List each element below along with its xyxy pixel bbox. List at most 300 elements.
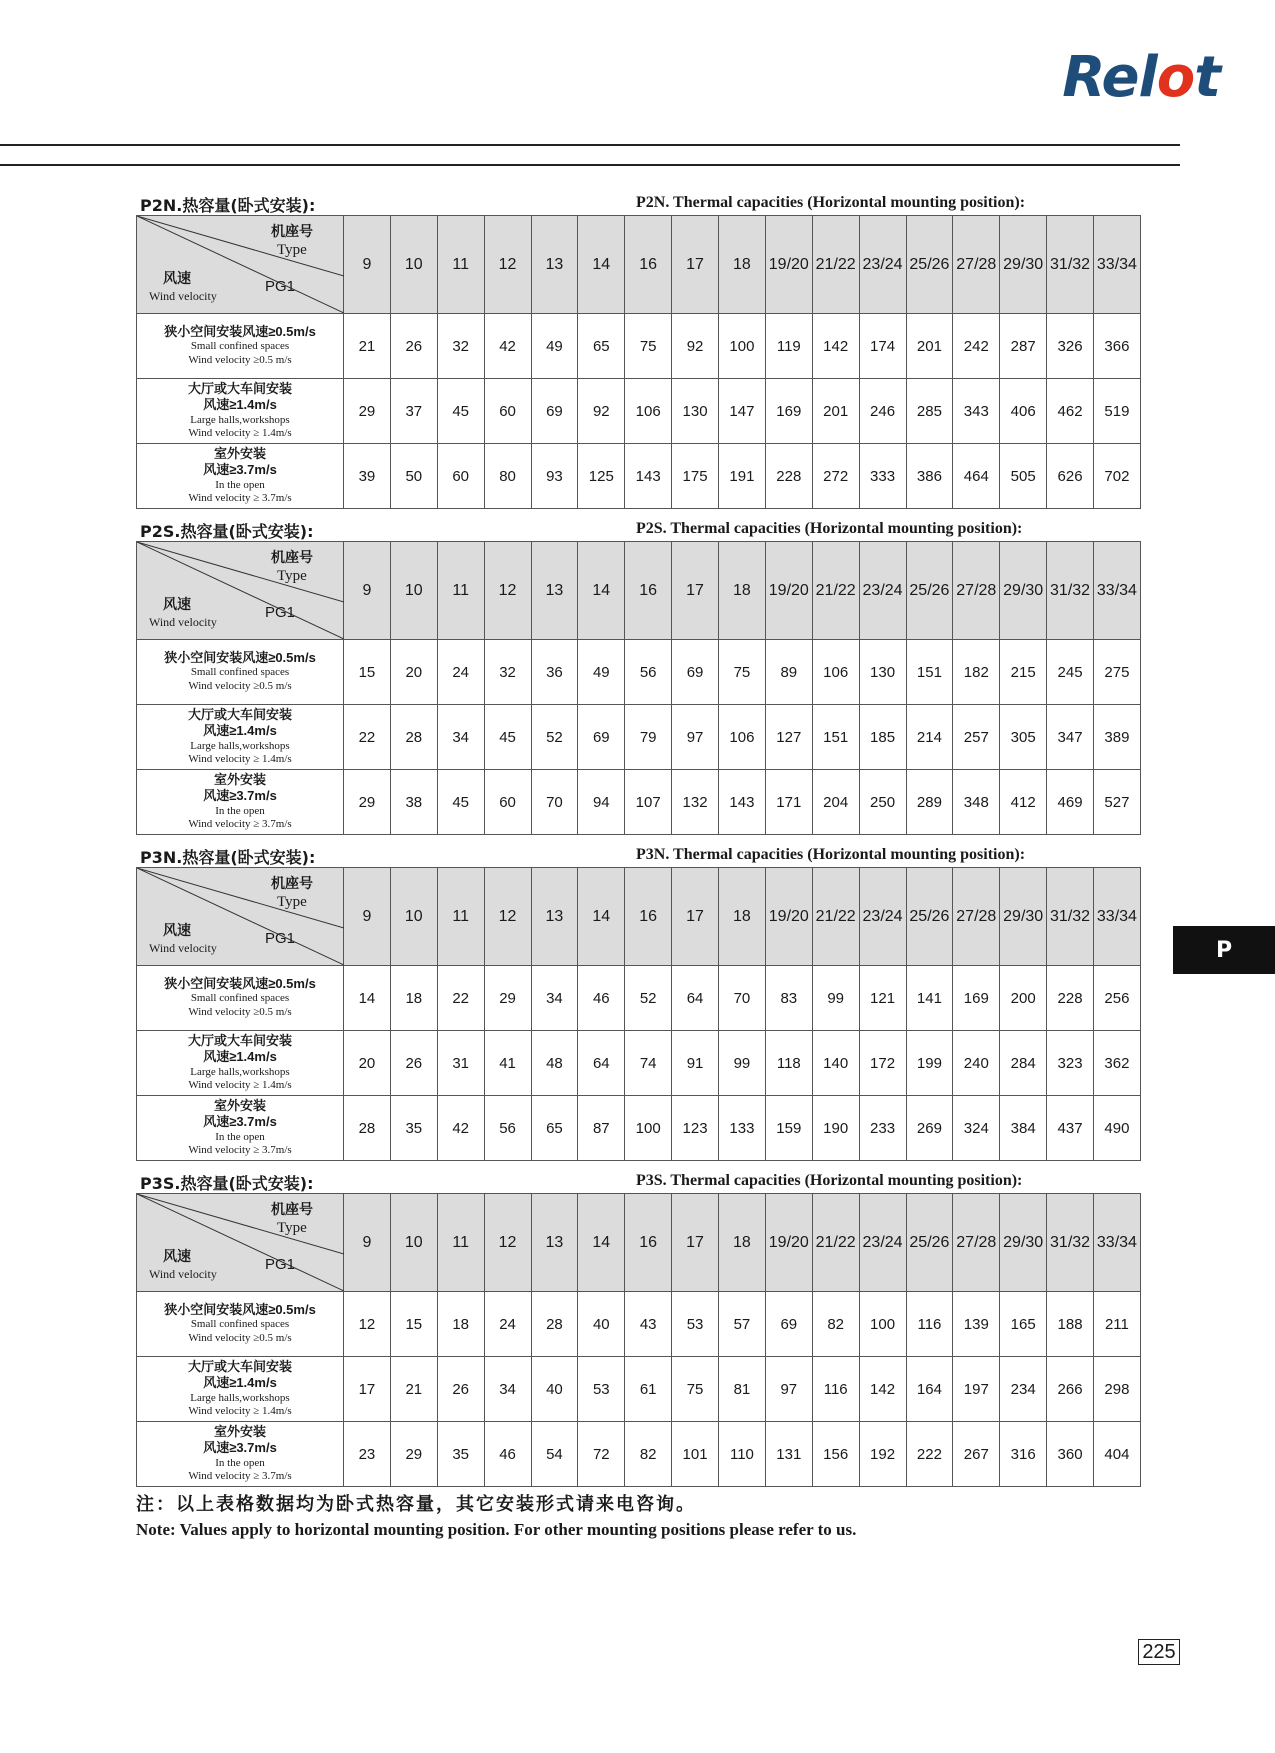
section-title-cn: P3S.热容量(卧式安装): — [140, 1174, 314, 1193]
type-label-en: Type — [277, 568, 307, 584]
column-header: 13 — [531, 1194, 578, 1292]
column-header: 18 — [719, 542, 766, 640]
column-header: 14 — [578, 1194, 625, 1292]
table-cell: 21 — [344, 314, 391, 379]
row-label — [137, 314, 344, 379]
wind-label-cn: 风速 — [163, 596, 191, 612]
table-cell: 200 — [1000, 966, 1047, 1031]
row-label-en2: Wind velocity ≥ 1.4m/s — [188, 427, 292, 440]
table-cell: 83 — [765, 966, 812, 1031]
column-header: 10 — [390, 868, 437, 966]
row-label — [137, 770, 344, 835]
table-cell: 437 — [1047, 1096, 1094, 1161]
table-cell: 165 — [1000, 1292, 1047, 1357]
table-cell: 32 — [437, 314, 484, 379]
row-label — [137, 1292, 344, 1357]
capacity-table — [136, 1193, 1141, 1487]
table-cell: 80 — [484, 444, 531, 509]
table-cell: 139 — [953, 1292, 1000, 1357]
column-header: 17 — [672, 542, 719, 640]
column-header: 29/30 — [1000, 216, 1047, 314]
column-header: 11 — [437, 216, 484, 314]
table-cell: 36 — [531, 640, 578, 705]
footnote-cn: 注：以上表格数据均为卧式热容量，其它安装形式请来电咨询。 — [136, 1494, 696, 1515]
column-header: 23/24 — [859, 868, 906, 966]
table-cell: 172 — [859, 1031, 906, 1096]
table-cell: 234 — [1000, 1357, 1047, 1422]
row-label-cn: 狭小空间安装风速≥0.5m/s — [164, 1302, 316, 1318]
column-header: 14 — [578, 868, 625, 966]
header-row — [137, 542, 1141, 640]
table-row — [137, 314, 1141, 379]
table-cell: 242 — [953, 314, 1000, 379]
table-cell: 143 — [719, 770, 766, 835]
table-cell: 116 — [906, 1292, 953, 1357]
table-cell: 75 — [625, 314, 672, 379]
row-label-en2: Wind velocity ≥ 3.7m/s — [188, 492, 292, 505]
table-cell: 99 — [812, 966, 859, 1031]
table-section — [136, 1171, 1140, 1487]
table-cell: 49 — [531, 314, 578, 379]
table-cell: 462 — [1047, 379, 1094, 444]
table-cell: 106 — [719, 705, 766, 770]
table-cell: 23 — [344, 1422, 391, 1487]
column-header: 10 — [390, 542, 437, 640]
table-row — [137, 1292, 1141, 1357]
row-label-cn2: 风速≥1.4m/s — [203, 397, 277, 413]
table-cell: 26 — [390, 314, 437, 379]
table-row — [137, 444, 1141, 509]
table-cell: 215 — [1000, 640, 1047, 705]
table-cell: 60 — [437, 444, 484, 509]
table-cell: 343 — [953, 379, 1000, 444]
table-cell: 245 — [1047, 640, 1094, 705]
column-header: 12 — [484, 1194, 531, 1292]
table-cell: 214 — [906, 705, 953, 770]
table-cell: 75 — [672, 1357, 719, 1422]
column-header: 9 — [344, 1194, 391, 1292]
corner-cell — [137, 1194, 344, 1292]
table-cell: 159 — [765, 1096, 812, 1161]
table-cell: 18 — [390, 966, 437, 1031]
wind-label-en: Wind velocity — [149, 1267, 217, 1281]
type-label-cn: 机座号 — [271, 223, 313, 239]
pg-label: PG1 — [265, 1256, 296, 1273]
table-cell: 20 — [390, 640, 437, 705]
table-cell: 333 — [859, 444, 906, 509]
table-cell: 106 — [625, 379, 672, 444]
wind-label-en: Wind velocity — [149, 941, 217, 955]
table-cell: 527 — [1094, 770, 1141, 835]
table-cell: 46 — [578, 966, 625, 1031]
table-cell: 81 — [719, 1357, 766, 1422]
table-cell: 53 — [578, 1357, 625, 1422]
table-cell: 50 — [390, 444, 437, 509]
wind-label-cn: 风速 — [163, 1248, 191, 1264]
table-cell: 72 — [578, 1422, 625, 1487]
table-cell: 101 — [672, 1422, 719, 1487]
row-label-en2: Wind velocity ≥0.5 m/s — [188, 354, 292, 367]
column-header: 19/20 — [765, 1194, 812, 1292]
table-cell: 106 — [812, 640, 859, 705]
table-cell: 24 — [437, 640, 484, 705]
type-label-en: Type — [277, 894, 307, 910]
column-header: 14 — [578, 216, 625, 314]
row-label-en: In the open — [215, 478, 265, 491]
table-cell: 65 — [531, 1096, 578, 1161]
table-cell: 64 — [578, 1031, 625, 1096]
table-cell: 316 — [1000, 1422, 1047, 1487]
row-label-en2: Wind velocity ≥ 3.7m/s — [188, 818, 292, 831]
column-header: 16 — [625, 1194, 672, 1292]
table-cell: 151 — [906, 640, 953, 705]
section-title-en: P3S. Thermal capacities (Horizontal mounting position): — [636, 1172, 1023, 1189]
table-cell: 151 — [812, 705, 859, 770]
column-header: 25/26 — [906, 868, 953, 966]
footnote-en: Note: Values apply to horizontal mounting position. For other mounting positions please refer to us. — [136, 1520, 857, 1539]
capacity-table — [136, 867, 1141, 1161]
table-cell: 130 — [672, 379, 719, 444]
table-cell: 22 — [344, 705, 391, 770]
table-cell: 228 — [1047, 966, 1094, 1031]
footnote — [136, 1490, 1136, 1540]
section-title-en: P2S. Thermal capacities (Horizontal mounting position): — [636, 520, 1023, 537]
table-cell: 26 — [437, 1357, 484, 1422]
row-label — [137, 1096, 344, 1161]
table-cell: 211 — [1094, 1292, 1141, 1357]
column-header: 21/22 — [812, 216, 859, 314]
column-header: 29/30 — [1000, 1194, 1047, 1292]
table-cell: 142 — [812, 314, 859, 379]
table-cell: 49 — [578, 640, 625, 705]
table-cell: 384 — [1000, 1096, 1047, 1161]
row-label-en2: Wind velocity ≥0.5 m/s — [188, 680, 292, 693]
table-cell: 43 — [625, 1292, 672, 1357]
column-header: 31/32 — [1047, 542, 1094, 640]
row-label-en2: Wind velocity ≥ 1.4m/s — [188, 1079, 292, 1092]
row-label-en: Large halls,workshops — [190, 1391, 290, 1404]
table-section — [136, 519, 1140, 835]
type-label-cn: 机座号 — [271, 1201, 313, 1217]
table-cell: 131 — [765, 1422, 812, 1487]
table-section — [136, 845, 1140, 1161]
table-cell: 12 — [344, 1292, 391, 1357]
table-cell: 326 — [1047, 314, 1094, 379]
table-cell: 52 — [531, 705, 578, 770]
table-cell: 298 — [1094, 1357, 1141, 1422]
table-cell: 70 — [531, 770, 578, 835]
table-cell: 92 — [672, 314, 719, 379]
section-title-en: P2N. Thermal capacities (Horizontal mounting position): — [636, 194, 1026, 211]
table-cell: 15 — [344, 640, 391, 705]
table-cell: 702 — [1094, 444, 1141, 509]
table-cell: 48 — [531, 1031, 578, 1096]
row-label-cn: 狭小空间安装风速≥0.5m/s — [164, 324, 316, 340]
table-cell: 34 — [531, 966, 578, 1031]
row-label — [137, 444, 344, 509]
table-cell: 272 — [812, 444, 859, 509]
table-cell: 197 — [953, 1357, 1000, 1422]
table-cell: 143 — [625, 444, 672, 509]
table-cell: 269 — [906, 1096, 953, 1161]
table-cell: 75 — [719, 640, 766, 705]
row-label — [137, 1031, 344, 1096]
table-cell: 61 — [625, 1357, 672, 1422]
table-cell: 60 — [484, 379, 531, 444]
table-cell: 127 — [765, 705, 812, 770]
table-cell: 56 — [625, 640, 672, 705]
column-header: 19/20 — [765, 216, 812, 314]
column-header: 14 — [578, 542, 625, 640]
row-label-en2: Wind velocity ≥ 1.4m/s — [188, 1405, 292, 1418]
column-header: 33/34 — [1094, 868, 1141, 966]
column-header: 18 — [719, 868, 766, 966]
row-label-cn2: 风速≥3.7m/s — [203, 788, 277, 804]
row-label — [137, 1422, 344, 1487]
type-label-cn: 机座号 — [271, 549, 313, 565]
table-cell: 37 — [390, 379, 437, 444]
corner-cell — [137, 868, 344, 966]
row-label-cn2: 风速≥3.7m/s — [203, 462, 277, 478]
table-cell: 191 — [719, 444, 766, 509]
column-header: 29/30 — [1000, 868, 1047, 966]
table-cell: 41 — [484, 1031, 531, 1096]
table-cell: 246 — [859, 379, 906, 444]
table-cell: 257 — [953, 705, 1000, 770]
table-cell: 52 — [625, 966, 672, 1031]
column-header: 27/28 — [953, 216, 1000, 314]
column-header: 33/34 — [1094, 216, 1141, 314]
table-cell: 34 — [437, 705, 484, 770]
table-cell: 289 — [906, 770, 953, 835]
column-header: 31/32 — [1047, 1194, 1094, 1292]
table-cell: 18 — [437, 1292, 484, 1357]
table-cell: 123 — [672, 1096, 719, 1161]
table-cell: 386 — [906, 444, 953, 509]
column-header: 27/28 — [953, 542, 1000, 640]
table-cell: 99 — [719, 1031, 766, 1096]
table-cell: 70 — [719, 966, 766, 1031]
row-label-cn: 大厅或大车间安装 — [187, 707, 292, 722]
column-header: 17 — [672, 216, 719, 314]
row-label-en: Small confined spaces — [190, 992, 290, 1005]
row-label-cn2: 风速≥1.4m/s — [203, 1049, 277, 1065]
column-header: 11 — [437, 542, 484, 640]
table-cell: 366 — [1094, 314, 1141, 379]
table-cell: 287 — [1000, 314, 1047, 379]
table-cell: 100 — [859, 1292, 906, 1357]
table-cell: 45 — [437, 379, 484, 444]
table-cell: 22 — [437, 966, 484, 1031]
column-header: 12 — [484, 868, 531, 966]
table-cell: 64 — [672, 966, 719, 1031]
row-label-cn: 室外安装 — [213, 1424, 266, 1439]
table-cell: 266 — [1047, 1357, 1094, 1422]
row-label-cn: 狭小空间安装风速≥0.5m/s — [164, 650, 316, 666]
header-row — [137, 216, 1141, 314]
table-cell: 32 — [484, 640, 531, 705]
table-cell: 24 — [484, 1292, 531, 1357]
table-cell: 82 — [625, 1422, 672, 1487]
row-label-cn: 大厅或大车间安装 — [187, 1359, 292, 1374]
header-rule-bottom — [0, 164, 1180, 166]
table-cell: 490 — [1094, 1096, 1141, 1161]
table-cell: 14 — [344, 966, 391, 1031]
pg-label: PG1 — [265, 930, 296, 947]
column-header: 23/24 — [859, 1194, 906, 1292]
table-cell: 46 — [484, 1422, 531, 1487]
column-header: 33/34 — [1094, 1194, 1141, 1292]
table-cell: 164 — [906, 1357, 953, 1422]
column-header: 25/26 — [906, 1194, 953, 1292]
column-header: 21/22 — [812, 542, 859, 640]
column-header: 31/32 — [1047, 868, 1094, 966]
table-cell: 142 — [859, 1357, 906, 1422]
table-cell: 110 — [719, 1422, 766, 1487]
table-cell: 21 — [390, 1357, 437, 1422]
row-label-cn2: 风速≥1.4m/s — [203, 723, 277, 739]
brand-logo: Relot — [1062, 45, 1220, 110]
table-cell: 42 — [437, 1096, 484, 1161]
corner-cell — [137, 216, 344, 314]
table-cell: 389 — [1094, 705, 1141, 770]
table-cell: 204 — [812, 770, 859, 835]
table-cell: 185 — [859, 705, 906, 770]
column-header: 9 — [344, 868, 391, 966]
table-cell: 45 — [437, 770, 484, 835]
row-label-en: Large halls,workshops — [190, 739, 290, 752]
table-cell: 92 — [578, 379, 625, 444]
table-cell: 347 — [1047, 705, 1094, 770]
table-cell: 28 — [531, 1292, 578, 1357]
column-header: 11 — [437, 1194, 484, 1292]
table-cell: 93 — [531, 444, 578, 509]
column-header: 19/20 — [765, 542, 812, 640]
table-row — [137, 1096, 1141, 1161]
table-cell: 256 — [1094, 966, 1141, 1031]
table-cell: 91 — [672, 1031, 719, 1096]
table-cell: 406 — [1000, 379, 1047, 444]
column-header: 33/34 — [1094, 542, 1141, 640]
column-header: 16 — [625, 868, 672, 966]
table-cell: 305 — [1000, 705, 1047, 770]
table-cell: 519 — [1094, 379, 1141, 444]
table-cell: 233 — [859, 1096, 906, 1161]
table-row — [137, 770, 1141, 835]
column-header: 29/30 — [1000, 542, 1047, 640]
row-label-cn2: 风速≥3.7m/s — [203, 1114, 277, 1130]
table-cell: 174 — [859, 314, 906, 379]
capacity-table — [136, 541, 1141, 835]
column-header: 13 — [531, 542, 578, 640]
row-label-en: Small confined spaces — [190, 340, 290, 353]
table-cell: 116 — [812, 1357, 859, 1422]
row-label-en2: Wind velocity ≥0.5 m/s — [188, 1006, 292, 1019]
table-cell: 56 — [484, 1096, 531, 1161]
column-header: 17 — [672, 1194, 719, 1292]
row-label-en2: Wind velocity ≥ 3.7m/s — [188, 1470, 292, 1483]
table-cell: 79 — [625, 705, 672, 770]
column-header: 18 — [719, 1194, 766, 1292]
table-row — [137, 379, 1141, 444]
column-header: 13 — [531, 868, 578, 966]
table-cell: 147 — [719, 379, 766, 444]
column-header: 21/22 — [812, 868, 859, 966]
column-header: 16 — [625, 542, 672, 640]
table-cell: 40 — [578, 1292, 625, 1357]
table-cell: 28 — [344, 1096, 391, 1161]
table-cell: 132 — [672, 770, 719, 835]
section-title-en: P3N. Thermal capacities (Horizontal mounting position): — [636, 846, 1026, 863]
column-header: 27/28 — [953, 1194, 1000, 1292]
column-header: 19/20 — [765, 868, 812, 966]
table-cell: 362 — [1094, 1031, 1141, 1096]
table-cell: 201 — [812, 379, 859, 444]
table-cell: 323 — [1047, 1031, 1094, 1096]
table-cell: 60 — [484, 770, 531, 835]
capacity-table — [136, 215, 1141, 509]
row-label-en: Large halls,workshops — [190, 1065, 290, 1078]
header-rule-top — [0, 144, 1180, 146]
column-header: 12 — [484, 216, 531, 314]
table-cell: 133 — [719, 1096, 766, 1161]
table-cell: 222 — [906, 1422, 953, 1487]
column-header: 25/26 — [906, 216, 953, 314]
table-cell: 285 — [906, 379, 953, 444]
table-row — [137, 1031, 1141, 1096]
table-cell: 169 — [953, 966, 1000, 1031]
type-label-en: Type — [277, 1220, 307, 1236]
table-cell: 87 — [578, 1096, 625, 1161]
table-cell: 69 — [578, 705, 625, 770]
table-cell: 284 — [1000, 1031, 1047, 1096]
type-label-cn: 机座号 — [271, 875, 313, 891]
table-cell: 26 — [390, 1031, 437, 1096]
table-cell: 69 — [765, 1292, 812, 1357]
row-label-cn: 狭小空间安装风速≥0.5m/s — [164, 976, 316, 992]
table-cell: 171 — [765, 770, 812, 835]
table-cell: 15 — [390, 1292, 437, 1357]
row-label — [137, 966, 344, 1031]
table-cell: 54 — [531, 1422, 578, 1487]
table-cell: 57 — [719, 1292, 766, 1357]
column-header: 10 — [390, 1194, 437, 1292]
table-cell: 505 — [1000, 444, 1047, 509]
row-label — [137, 640, 344, 705]
table-cell: 626 — [1047, 444, 1094, 509]
table-cell: 141 — [906, 966, 953, 1031]
table-cell: 404 — [1094, 1422, 1141, 1487]
table-cell: 119 — [765, 314, 812, 379]
column-header: 23/24 — [859, 542, 906, 640]
table-cell: 94 — [578, 770, 625, 835]
row-label-cn: 室外安装 — [213, 1098, 266, 1113]
column-header: 25/26 — [906, 542, 953, 640]
table-cell: 69 — [531, 379, 578, 444]
table-cell: 100 — [625, 1096, 672, 1161]
table-cell: 82 — [812, 1292, 859, 1357]
type-label-en: Type — [277, 242, 307, 258]
row-label-cn: 室外安装 — [213, 446, 266, 461]
table-cell: 29 — [484, 966, 531, 1031]
table-cell: 17 — [344, 1357, 391, 1422]
row-label-en2: Wind velocity ≥0.5 m/s — [188, 1332, 292, 1345]
corner-cell — [137, 542, 344, 640]
column-header: 12 — [484, 542, 531, 640]
table-cell: 324 — [953, 1096, 1000, 1161]
table-cell: 74 — [625, 1031, 672, 1096]
table-cell: 140 — [812, 1031, 859, 1096]
